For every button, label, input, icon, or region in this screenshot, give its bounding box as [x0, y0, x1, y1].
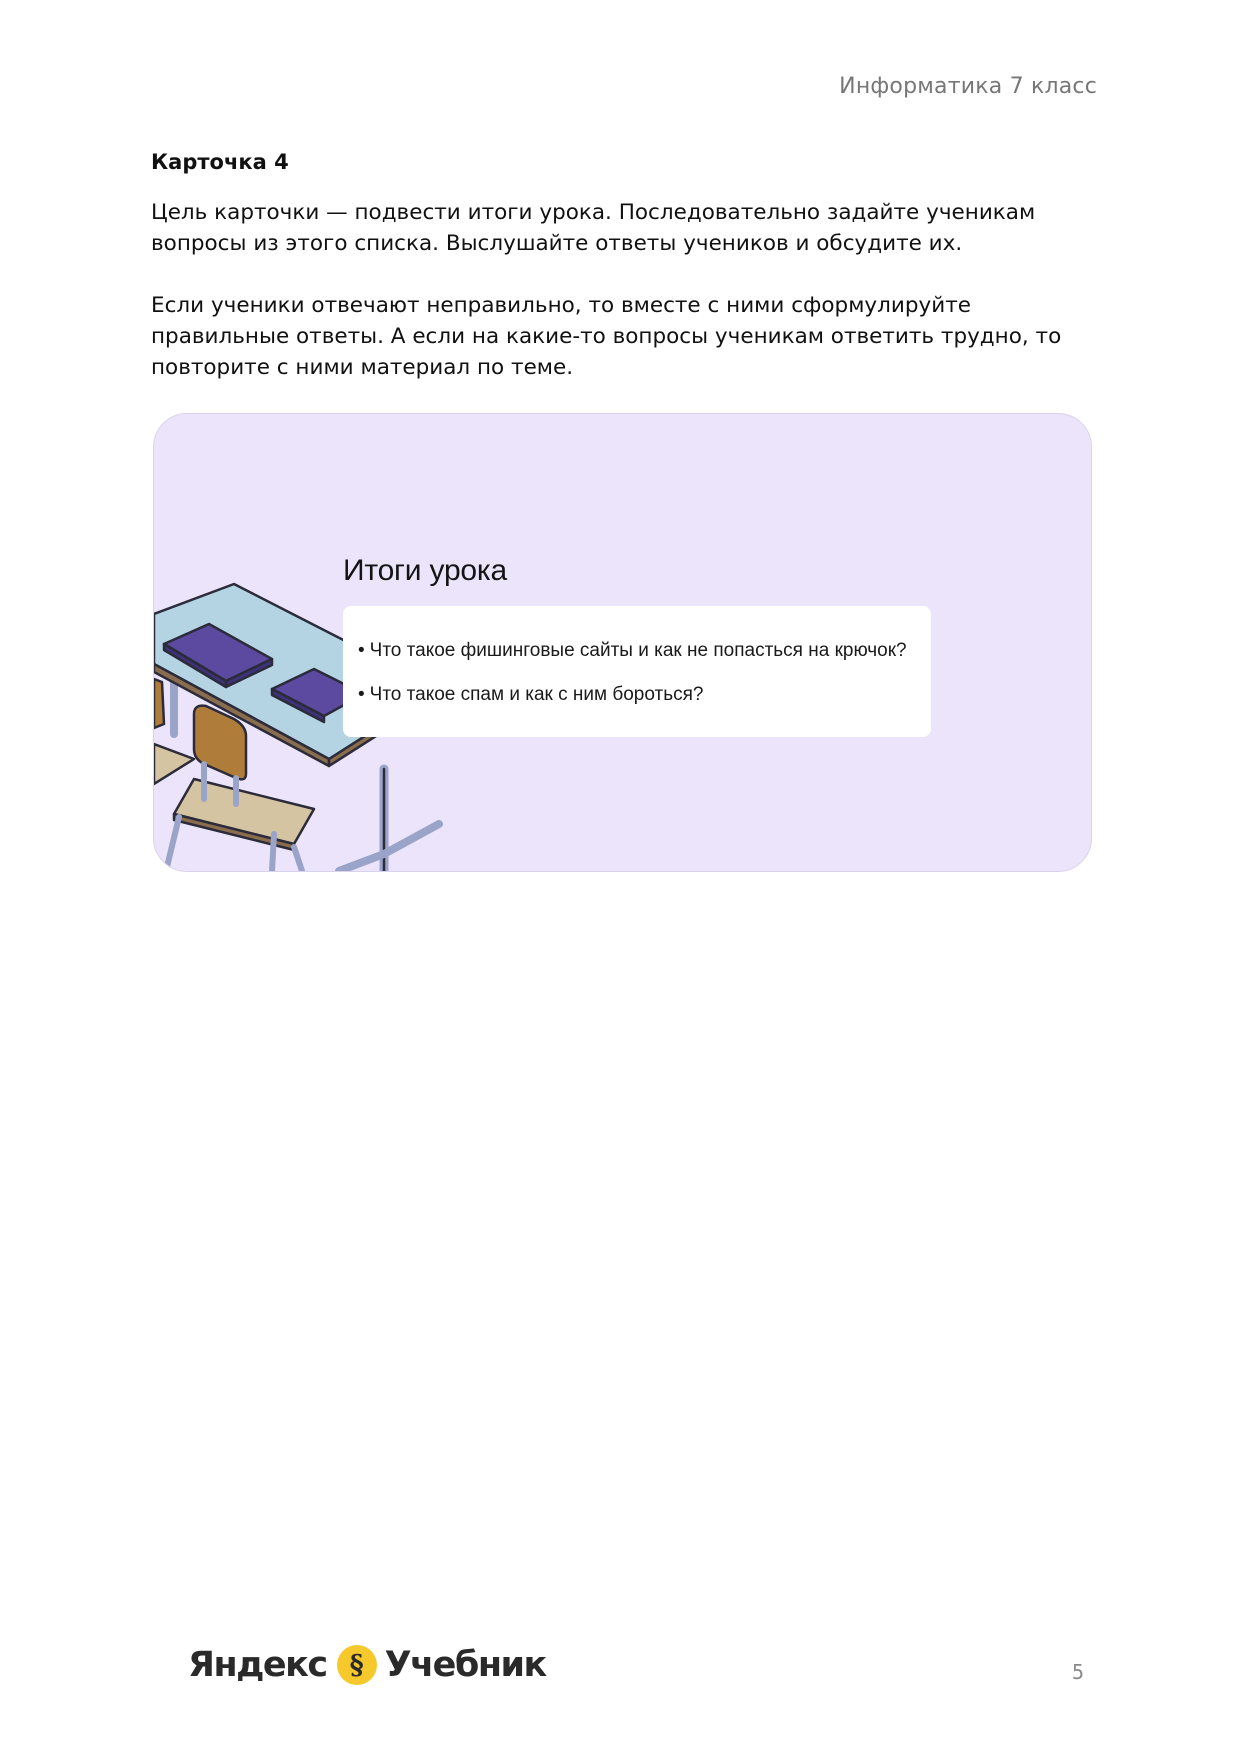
slide-title: Итоги урока — [343, 554, 507, 587]
page-number: 5 — [1072, 1660, 1085, 1684]
question-item — [358, 640, 907, 662]
header-subject: Информатика 7 класс — [839, 74, 1097, 99]
questions-box — [343, 606, 931, 737]
section-sign-icon: § — [337, 1645, 377, 1685]
card-goal-paragraph: Цель карточки — подвести итоги урока. Последовательно задайте ученикам вопросы из этого списка. Выслушайте ответы учеников и обсудите их. — [151, 200, 1036, 256]
bullet-mark: • — [358, 640, 365, 661]
question-item — [358, 684, 703, 706]
card-title: Карточка 4 — [151, 150, 289, 174]
card-instruction-paragraph: Если ученики отвечают неправильно, то вместе с ними сформулируйте правильные ответы. А если на какие-то вопросы ученикам ответить трудно, то повторите с ними материал по теме. — [151, 293, 1062, 380]
logo-uchebnik-text: Учебник — [384, 1645, 546, 1685]
question-text: Что такое спам и как с ним бороться? — [369, 684, 704, 705]
logo-yandex-text: Яндекс — [188, 1645, 327, 1685]
lesson-summary-slide — [153, 413, 1092, 872]
bullet-mark: • — [358, 684, 365, 705]
yandex-uchebnik-logo — [188, 1640, 546, 1690]
question-text: Что такое фишинговые сайты и как не попасться на крючок? — [369, 640, 907, 661]
